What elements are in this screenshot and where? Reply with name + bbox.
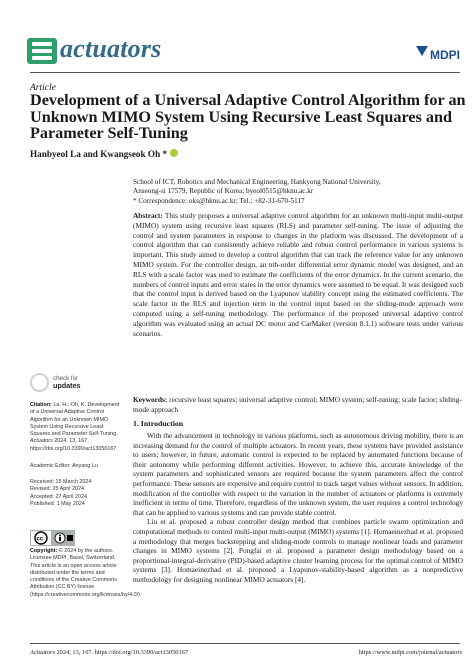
orcid-icon[interactable] bbox=[170, 149, 178, 157]
copyright-label: Copyright: bbox=[30, 548, 58, 554]
academic-editor: Academic Editor: Anyang Lu bbox=[30, 463, 98, 469]
footer-journal: Actuators bbox=[30, 649, 55, 656]
footer-citation bbox=[30, 649, 188, 656]
journal-logo-icon bbox=[27, 38, 57, 64]
introduction-body bbox=[133, 431, 463, 585]
header-rule bbox=[30, 72, 460, 73]
article-title: Development of a Universal Adaptive Control Algorithm for an Unknown MIMO System Using Recursive Least Squares and Parameter Self-Tuning bbox=[30, 91, 466, 142]
copyright-block bbox=[30, 548, 142, 599]
footer-rule bbox=[30, 643, 460, 644]
journal-name[interactable]: actuators bbox=[60, 34, 162, 63]
citation-volume[interactable]: 2024, 13, 167. https://doi.org/10.3390/act13050167 bbox=[30, 438, 117, 452]
check-for-updates-badge[interactable] bbox=[30, 373, 90, 395]
citation-label: Citation: bbox=[30, 402, 52, 408]
affiliation-line: School of ICT, Robotics and Mechanical Engineering, Hankyong National University, bbox=[133, 178, 381, 186]
citation-text: La, H.; Oh, K. Development of a Universal Adaptive Control Algorithm for an Unknown MIMO System Using Recursive Least Squares and Parameter Self-Tuning. bbox=[30, 402, 120, 438]
keywords-label: Keywords: bbox=[133, 395, 168, 404]
updates-icon bbox=[30, 373, 49, 392]
paragraph: Liu et al. proposed a robust controller design method that combines particle swarm optimization and computational methods to control multi-input multi-output (MIMO) systems [1]. Homaeinezhad et al. proposed a methodology that merges backstepping and sliding-mode controls to manage nonlinear loads and parameter changes in MIMO systems [2]. Pongfai et al. proposed a parameter design methodology based on a proportional-integral-derivative (PID)-based adaptive cluster learning process for the optimal control of MIMO systems [3]. Homaeinezhad et al. proposed a Lyapunov-stability-based algorithm as a nonpredictive methodology for designing nonlinear MIMO actuators [4]. bbox=[133, 517, 463, 584]
paragraph: With the advancement in technology in various platforms, such as autonomous driving mobility, there is an increasing demand for the control of multiple actuators. In recent years, these systems have provided assistance to users; however, in future, automatic control is expected to be replaced by automated functions because of their autonomy while performing different activities. However, to achieve this, accurate knowledge of the system parameters and sophisticated sensors are required because the system parameters affect the control performance. These sensors are expensive and require control to track target values without sensors. In addition, modification of the controller with respect to the variation in the number of actuators or platforms is extremely inefficient in terms of time. Therefore, regardless of the unknown system, the user requires a control technology that can be applied to various systems and can provide stable control. bbox=[133, 431, 463, 517]
abstract-text: This study proposes a universal adaptive control algorithm for an unknown multi-input multi-output (MIMO) system using recursive least squares (RLS) and parameter self-tuning. The issue of adjusting the control and system parameters in response to changes in the platform was discussed. The development of a control algorithm that can consistently achieve reliable and robust control performance in various systems is important. This study aimed to develop a control algorithm that can track the reference value for any unknown MIMO system. For the controller design, an nth-order differential error dynamic model was designed, and an RLS with a scale factor was used to estimate the coefficients of the error dynamics. In the current scenario, the numbers of control inputs and error states in the error dynamics were assumed to be equal. It was designed such that the control input is derived based on the Lyapunov stability concept using the estimated coefficients. The scale factor in the RLS and injection term in the control input based on the sliding-mode approach were computed using a self-tuning methodology. The performance of the proposed universal adaptive control algorithm was evaluated using an actual DC motor and CarMaker (version 8.1.1) software tests under various scenarios. bbox=[133, 211, 463, 338]
revised-date: Revised: 25 April 2024 bbox=[30, 486, 84, 493]
citation-journal: Actuators bbox=[30, 438, 53, 445]
authors bbox=[30, 149, 178, 159]
accepted-date: Accepted: 27 April 2024 bbox=[30, 493, 87, 500]
abstract-label: Abstract: bbox=[133, 211, 163, 220]
received-date: Received: 15 March 2024 bbox=[30, 479, 92, 485]
affiliation-line: Anseong-si 17579, Republic of Korea; byeol0515@hknu.ac.kr bbox=[133, 187, 314, 196]
updates-line2: updates bbox=[53, 381, 81, 390]
svg-text:MDPI: MDPI bbox=[430, 48, 460, 62]
abstract bbox=[133, 211, 463, 338]
article-type: Article bbox=[30, 83, 56, 93]
dates-block bbox=[30, 479, 122, 508]
footer-doi[interactable]: 2024, 13, 167. https://doi.org/10.3390/act13050167 bbox=[54, 649, 189, 656]
author-list[interactable]: Hanbyeol La and Kwangseok Oh * bbox=[30, 149, 168, 159]
section-heading: 1. Introduction bbox=[133, 419, 184, 428]
keywords-text: recursive least squares; universal adaptive control; MIMO system; self-tuning; scale factor; sliding-mode approach bbox=[133, 395, 462, 414]
citation-block bbox=[30, 402, 122, 453]
affiliation bbox=[133, 178, 463, 206]
cc-by-license-icon[interactable] bbox=[30, 530, 75, 546]
correspondence-line: * Correspondence: oks@hknu.ac.kr; Tel.: +82-31-670-5117 bbox=[133, 196, 305, 205]
updates-line1: check for bbox=[53, 375, 79, 382]
svg-text:cc: cc bbox=[36, 536, 44, 543]
footer-url[interactable]: https://www.mdpi.com/journal/actuators bbox=[358, 649, 462, 656]
copyright-text: © 2024 by the authors. Licensee MDPI, Basel, Switzerland. This article is an open access article distributed under the terms and conditions of the Creative Commons Attribution (CC BY) license (https://creativecommons.org/licenses/by/4.0/). bbox=[30, 548, 142, 598]
published-date: Published: 1 May 2024 bbox=[30, 500, 85, 507]
mdpi-logo[interactable] bbox=[414, 44, 464, 64]
keywords bbox=[133, 395, 463, 415]
